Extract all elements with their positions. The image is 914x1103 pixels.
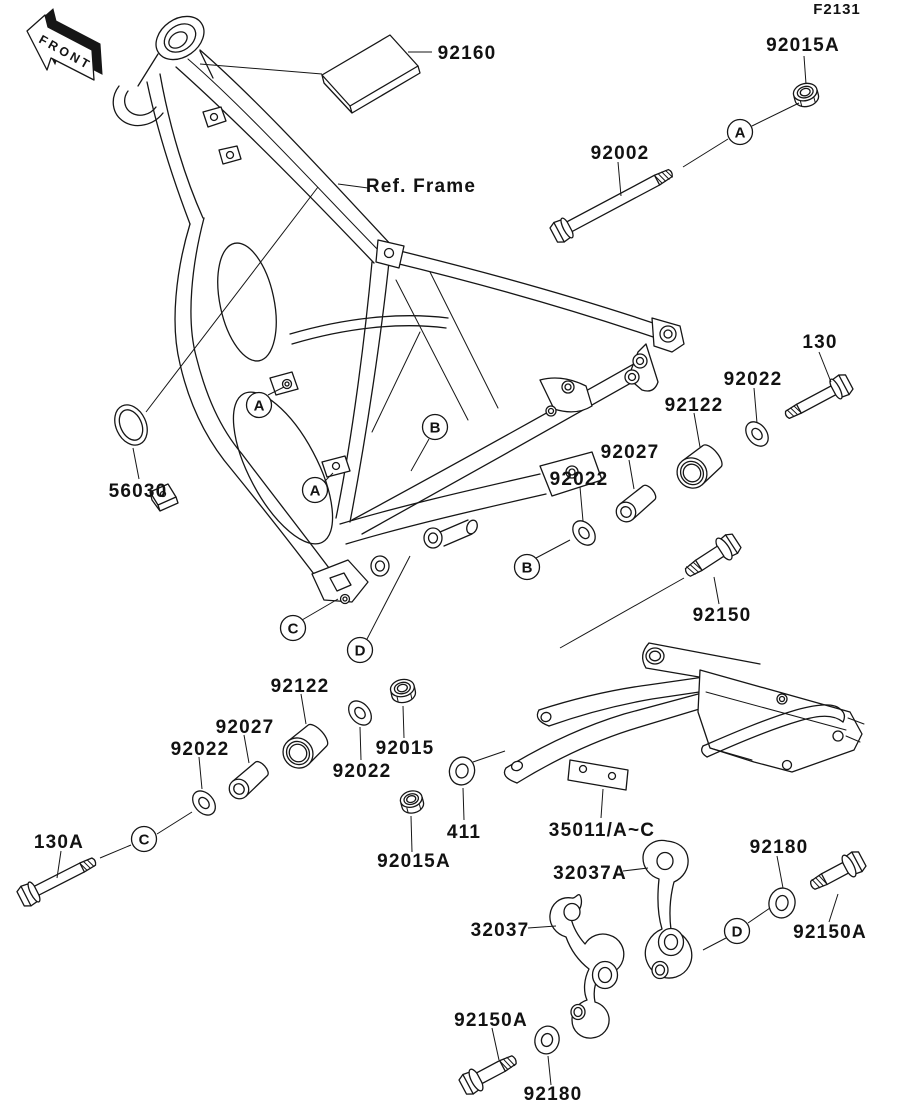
part-label-92015: 92015 [375,738,435,759]
callout-d-1 [348,638,373,663]
washer-92180-bottom [532,1023,562,1056]
callout-letter: B [429,419,441,437]
collar-92027-upper [612,482,659,526]
callout-letter: A [253,397,265,415]
callout-b-1 [423,415,448,440]
part-label-130: 130 [802,332,838,353]
washer-92180-right [767,886,798,920]
callout-letter: A [734,124,746,142]
nut-92015a-bottom [399,789,426,816]
part-label-92150a-bot: 92150A [454,1010,528,1031]
callout-letter: C [138,831,150,849]
part-label-32037: 32037 [470,920,530,941]
front-direction-arrow [27,9,102,80]
part-label-92122-lower: 92122 [270,676,330,697]
washer-92022-middle [568,517,600,550]
part-label-92022-ll: 92022 [170,739,230,760]
washer-411 [446,754,477,788]
ref-frame-label: Ref. Frame [365,176,477,197]
bolt-92002 [549,163,677,245]
part-label-92015a-top: 92015A [766,35,840,56]
part-label-92180-bot: 92180 [523,1084,583,1103]
callout-letter: A [309,482,321,500]
figure-code: F2131 [813,1,861,18]
bolt-130a [16,851,100,909]
part-label-92180-right: 92180 [749,837,809,858]
bracket-32037a [643,840,692,978]
collar-92027-lower [225,758,271,802]
bolt-92150a-right [806,848,868,896]
part-label-411: 411 [446,822,482,843]
frame-illustration [113,8,684,604]
callout-letter: B [521,559,533,577]
washer-92022-lower-left [188,787,220,820]
bolt-130 [781,372,854,425]
part-label-92027-lower: 92027 [215,717,275,738]
callout-a-3 [303,478,328,503]
part-label-92150a-right: 92150A [793,922,867,943]
bolt-92150 [680,530,744,583]
callout-a-2 [247,393,272,418]
part-label-92027-upper: 92027 [600,442,660,463]
part-label-92022-ur: 92022 [723,369,783,390]
callout-letter: C [287,620,299,638]
part-label-56030: 56030 [108,481,168,502]
callout-b-2 [515,555,540,580]
bracket-35011 [504,643,864,790]
part-label-92160: 92160 [437,43,497,64]
part-label-32037a: 32037A [553,863,627,884]
leader-lines [57,52,838,1085]
callout-c-2 [132,827,157,852]
bracket-32037 [550,895,624,1038]
part-label-35011: 35011/A~C [548,820,656,841]
bolt-92150a-bottom [457,1049,521,1098]
callout-c-1 [281,616,306,641]
collar-92122-upper [671,441,727,495]
callout-letter: D [354,642,366,660]
part-label-92002: 92002 [590,143,650,164]
part-label-92122-upper: 92122 [664,395,724,416]
part-label-92022-lm: 92022 [332,761,392,782]
collar-92122-lower [277,720,332,774]
nut-92015 [389,677,417,704]
ring-56030 [109,400,154,451]
washer-92022-lower-middle [344,697,376,730]
front-arrow-label: FRONT [36,32,95,73]
part-label-92015a-bot: 92015A [377,851,451,872]
callout-d-2 [725,919,750,944]
part-label-130a: 130A [33,832,85,853]
pad-92160 [322,35,420,113]
callout-letter: D [731,923,743,941]
part-label-92150: 92150 [692,605,752,626]
callout-a-1 [728,120,753,145]
part-label-92022-mid: 92022 [549,469,609,490]
